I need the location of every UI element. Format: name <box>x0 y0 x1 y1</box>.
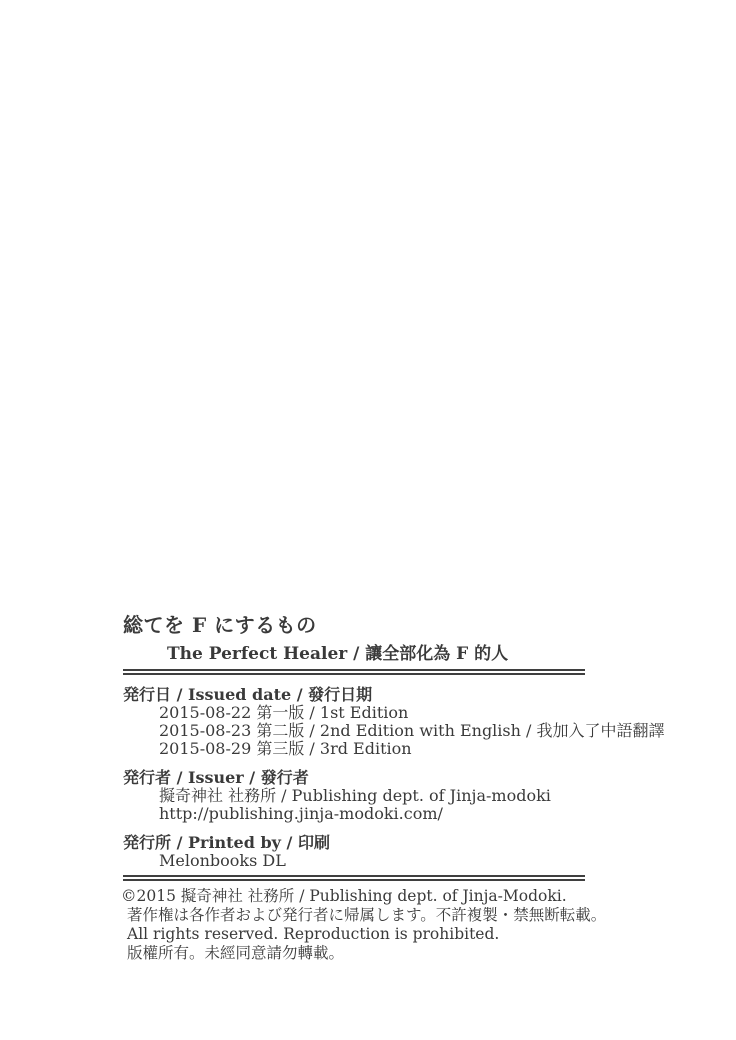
section-issuer <box>123 768 708 823</box>
copyright-line: All rights reserved. Reproduction is prohibited. <box>127 925 500 943</box>
issuer-name-line: 擬奇神社 社務所 / Publishing dept. of Jinja-modoki <box>159 786 551 805</box>
edition-line: 2015-08-23 第二版 / 2nd Edition with English / 我加入了中語翻譯 <box>159 721 665 740</box>
copyright-line: 著作権は各作者および発行者に帰属します。不許複製・禁無断転載。 <box>127 906 607 924</box>
issued-date-label: 発行日 / Issued date / 發行日期 <box>123 685 373 704</box>
section-printer <box>123 833 708 870</box>
colophon-block <box>123 612 708 963</box>
printed-by-label: 発行所 / Printed by / 印刷 <box>123 833 330 852</box>
printer-name-line: Melonbooks DL <box>159 851 286 870</box>
edition-line: 2015-08-29 第三版 / 3rd Edition <box>159 739 412 758</box>
copyright-block <box>123 887 708 963</box>
edition-line: 2015-08-22 第一版 / 1st Edition <box>159 703 409 722</box>
book-subtitle: The Perfect Healer / 讓全部化為 F 的人 <box>167 644 509 664</box>
issuer-label: 発行者 / Issuer / 發行者 <box>123 768 309 787</box>
book-title: 総てを F にするもの <box>123 613 317 637</box>
copyright-line: 版權所有。未經同意請勿轉載。 <box>127 944 345 962</box>
double-rule-top <box>123 669 585 675</box>
double-rule-bottom <box>123 875 585 881</box>
copyright-line: ©2015 擬奇神社 社務所 / Publishing dept. of Jinja-Modoki. <box>121 887 567 905</box>
issuer-url-line: http://publishing.jinja-modoki.com/ <box>159 804 443 823</box>
section-issued <box>123 685 708 758</box>
